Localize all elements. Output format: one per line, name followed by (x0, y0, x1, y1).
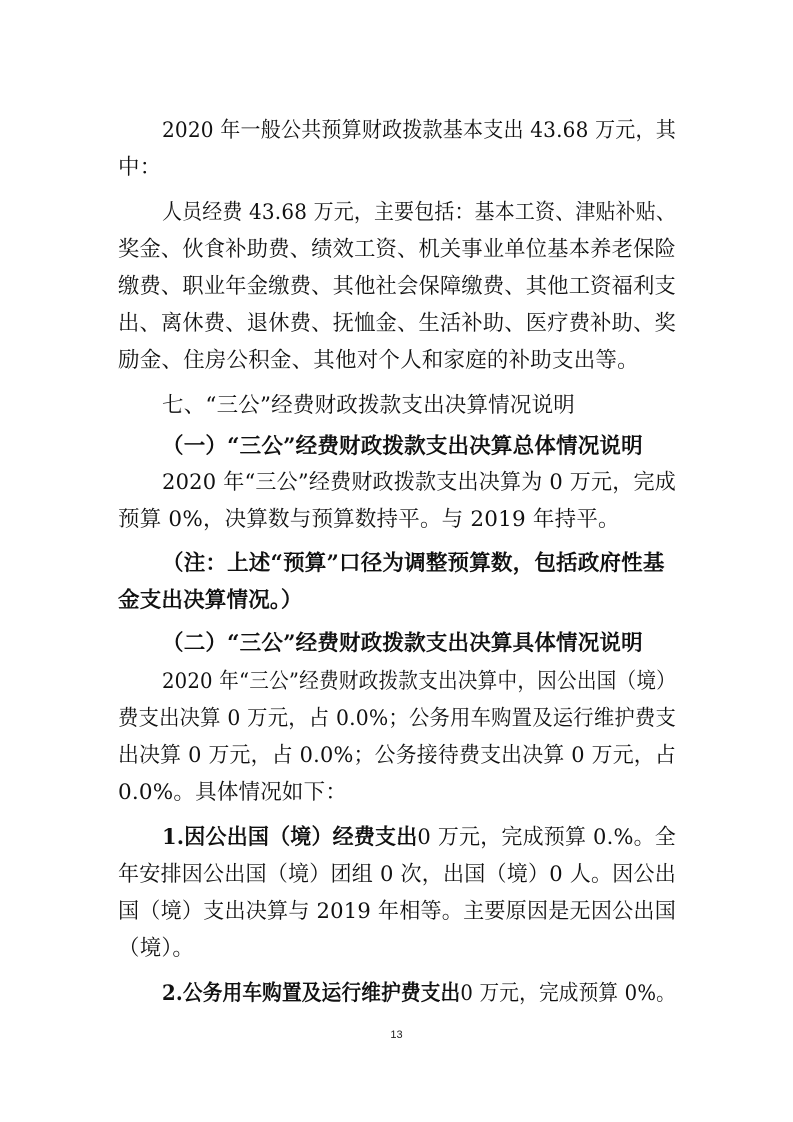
para1-line1: 2020 年一般公共预算财政拨款基本支出 43.68 万元，其 (162, 118, 676, 143)
item1-line1 (162, 823, 676, 853)
subsection-2-heading: （二）“三公”经费财政拨款支出决算具体情况说明 (162, 631, 643, 656)
para1-line2: 中： (118, 155, 162, 180)
note-line2: 金支出决算情况。） (118, 588, 303, 613)
para2-line1: 人员经费 43.68 万元，主要包括：基本工资、津贴补贴、 (162, 200, 676, 225)
para4-line1: 2020 年“三公”经费财政拨款支出决算中，因公出国（境） (162, 669, 676, 694)
para4-line3: 出决算 0 万元，占 0.0%；公务接待费支出决算 0 万元，占 (118, 743, 676, 768)
item2-line1-rest: 0 万元，完成预算 0%。 (460, 981, 676, 1006)
section-7-heading: 七、“三公”经费财政拨款支出决算情况说明 (162, 393, 575, 418)
para4-line4: 0.0%。具体情况如下： (118, 780, 348, 805)
item2-title: 2.公务用车购置及运行维护费支出 (162, 981, 461, 1006)
para3-line1: 2020 年“三公”经费财政拨款支出决算为 0 万元，完成 (162, 470, 676, 495)
item1-line4: （境）。 (118, 936, 195, 961)
para2-line2: 奖金、伙食补助费、绩效工资、机关事业单位基本养老保险 (118, 237, 676, 262)
item1-line1-rest: 0 万元，完成预算 0.%。全 (417, 825, 676, 850)
item2-line1 (162, 979, 676, 1009)
subsection-1-heading: （一）“三公”经费财政拨款支出决算总体情况说明 (162, 434, 643, 459)
note-line1: （注：上述“预算”口径为调整预算数，包括政府性基 (162, 551, 665, 576)
para3-line2: 预算 0%，决算数与预算数持平。与 2019 年持平。 (118, 507, 620, 532)
page-number: 13 (390, 1029, 403, 1041)
item1-line2: 年安排因公出国（境）团组 0 次，出国（境）0 人。因公出 (118, 862, 676, 887)
para4-line2: 费支出决算 0 万元，占 0.0%；公务用车购置及运行维护费支 (118, 706, 676, 731)
para2-line3: 缴费、职业年金缴费、其他社会保障缴费、其他工资福利支 (118, 274, 676, 299)
item1-line3: 国（境）支出决算与 2019 年相等。主要原因是无因公出国 (118, 899, 676, 924)
item1-title: 1.因公出国（境）经费支出 (162, 825, 418, 850)
para2-line4: 出、离休费、退休费、抚恤金、生活补助、医疗费补助、奖 (118, 311, 676, 336)
para2-line5: 励金、住房公积金、其他对个人和家庭的补助支出等。 (118, 348, 639, 373)
